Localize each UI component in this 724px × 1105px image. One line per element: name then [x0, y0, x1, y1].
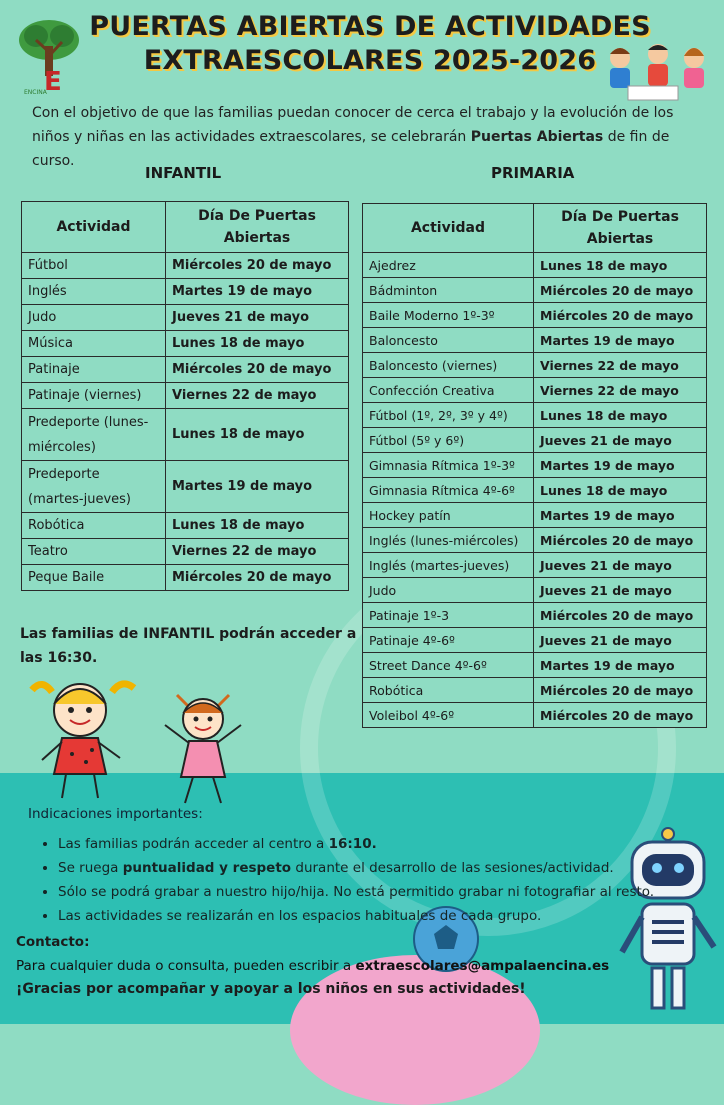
- day-cell: Lunes 18 de mayo: [166, 409, 349, 461]
- infantil-title: INFANTIL: [145, 164, 222, 182]
- activity-cell: Confección Creativa: [363, 378, 534, 403]
- table-row: [22, 565, 349, 591]
- activity-cell: Judo: [22, 305, 166, 331]
- day-cell: Lunes 18 de mayo: [166, 331, 349, 357]
- table-row: [363, 628, 707, 653]
- kids-reading-icon: [598, 40, 716, 108]
- header-day: Día De Puertas Abiertas: [166, 202, 349, 253]
- header-activity: Actividad: [22, 202, 166, 253]
- decorative-pink-blob: [290, 955, 540, 1105]
- day-cell: Miércoles 20 de mayo: [534, 303, 707, 328]
- table-row: [363, 428, 707, 453]
- table-row: [363, 478, 707, 503]
- day-cell: Lunes 18 de mayo: [534, 478, 707, 503]
- header-activity: Actividad: [363, 204, 534, 253]
- table-row: [363, 653, 707, 678]
- activity-cell: Gimnasia Rítmica 4º-6º: [363, 478, 534, 503]
- table-row: [363, 703, 707, 728]
- day-cell: Lunes 18 de mayo: [166, 513, 349, 539]
- day-cell: Miércoles 20 de mayo: [166, 565, 349, 591]
- day-cell: Jueves 21 de mayo: [534, 428, 707, 453]
- infantil-access-note: Las familias de INFANTIL podrán acceder a las 16:30.: [20, 626, 357, 666]
- list-item: • Se ruega puntualidad y respeto durante el desarrollo de las sesiones/actividad.: [58, 856, 698, 880]
- table-row: [22, 305, 349, 331]
- tree-logo-icon: [14, 18, 84, 96]
- thanks-message: ¡Gracias por acompañar y apoyar a los niños en sus actividades!: [16, 981, 526, 997]
- title-line-1: PUERTAS ABIERTAS DE ACTIVIDADES: [89, 11, 651, 42]
- svg-text:E: E: [44, 67, 62, 96]
- table-row: [363, 253, 707, 278]
- day-cell: Lunes 18 de mayo: [534, 253, 707, 278]
- table-header-row: [363, 204, 707, 253]
- activity-cell: Bádminton: [363, 278, 534, 303]
- contact-title: Contacto:: [16, 934, 90, 950]
- activity-cell: Voleibol 4º-6º: [363, 703, 534, 728]
- table-row: [363, 553, 707, 578]
- day-cell: Miércoles 20 de mayo: [166, 253, 349, 279]
- list-item: • Sólo se podrá grabar a nuestro hijo/hija. No está permitido grabar ni fotografiar al resto.: [58, 880, 698, 904]
- activity-cell: Inglés: [22, 279, 166, 305]
- activity-cell: Baloncesto: [363, 328, 534, 353]
- activity-cell: Robótica: [22, 513, 166, 539]
- table-row: [363, 353, 707, 378]
- table-row: [22, 357, 349, 383]
- primaria-title: PRIMARIA: [491, 164, 575, 182]
- day-cell: Miércoles 20 de mayo: [166, 357, 349, 383]
- activity-cell: Teatro: [22, 539, 166, 565]
- table-row: [22, 383, 349, 409]
- activity-cell: Patinaje: [22, 357, 166, 383]
- day-cell: Miércoles 20 de mayo: [534, 528, 707, 553]
- list-item: • Las familias podrán acceder al centro a 16:10.: [58, 832, 698, 856]
- day-cell: Martes 19 de mayo: [534, 503, 707, 528]
- day-cell: Viernes 22 de mayo: [534, 353, 707, 378]
- activity-cell: Judo: [363, 578, 534, 603]
- activity-cell: Predeporte (martes-jueves): [22, 461, 166, 513]
- table-row: [22, 461, 349, 513]
- intro-paragraph: Con el objetivo de que las familias puedan conocer de cerca el trabajo y la evolución de los niños y niñas en las actividades extraescolares, se celebrarán Puertas Abiertas de fin de curso.: [32, 105, 674, 169]
- activity-cell: Patinaje 1º-3: [363, 603, 534, 628]
- table-row: [22, 331, 349, 357]
- activity-cell: Fútbol (1º, 2º, 3º y 4º): [363, 403, 534, 428]
- table-row: [363, 378, 707, 403]
- table-row: [363, 303, 707, 328]
- contact-email-link[interactable]: extraescolares@ampalaencina.es: [355, 958, 610, 974]
- day-cell: Miércoles 20 de mayo: [534, 278, 707, 303]
- primaria-table: [362, 203, 707, 728]
- table-header-row: [22, 202, 349, 253]
- table-row: [22, 279, 349, 305]
- day-cell: Viernes 22 de mayo: [534, 378, 707, 403]
- table-row: [363, 278, 707, 303]
- table-row: [22, 409, 349, 461]
- girl-pink-dress-icon: [155, 685, 250, 810]
- activity-cell: Gimnasia Rítmica 1º-3º: [363, 453, 534, 478]
- list-item: • Las actividades se realizarán en los espacios habituales de cada grupo.: [58, 904, 698, 928]
- table-row: [363, 578, 707, 603]
- day-cell: Martes 19 de mayo: [166, 461, 349, 513]
- day-cell: Miércoles 20 de mayo: [534, 703, 707, 728]
- activity-cell: Ajedrez: [363, 253, 534, 278]
- notes-list: [38, 832, 698, 928]
- activity-cell: Hockey patín: [363, 503, 534, 528]
- table-row: [22, 539, 349, 565]
- table-row: [363, 453, 707, 478]
- activity-cell: Fútbol (5º y 6º): [363, 428, 534, 453]
- table-row: [363, 503, 707, 528]
- notes-title: Indicaciones importantes:: [28, 806, 203, 822]
- activity-cell: Fútbol: [22, 253, 166, 279]
- title-line-2: EXTRAESCOLARES 2025-2026: [143, 45, 597, 76]
- table-row: [363, 403, 707, 428]
- day-cell: Jueves 21 de mayo: [534, 553, 707, 578]
- infantil-table: [21, 201, 349, 591]
- activity-cell: Patinaje (viernes): [22, 383, 166, 409]
- activity-cell: Inglés (martes-jueves): [363, 553, 534, 578]
- day-cell: Martes 19 de mayo: [166, 279, 349, 305]
- activity-cell: Baile Moderno 1º-3º: [363, 303, 534, 328]
- day-cell: Viernes 22 de mayo: [166, 539, 349, 565]
- activity-cell: Peque Baile: [22, 565, 166, 591]
- day-cell: Miércoles 20 de mayo: [534, 603, 707, 628]
- activity-cell: Robótica: [363, 678, 534, 703]
- table-row: [363, 328, 707, 353]
- header-day: Día De Puertas Abiertas: [534, 204, 707, 253]
- day-cell: Viernes 22 de mayo: [166, 383, 349, 409]
- table-row: [22, 513, 349, 539]
- day-cell: Martes 19 de mayo: [534, 653, 707, 678]
- table-row: [363, 528, 707, 553]
- day-cell: Martes 19 de mayo: [534, 328, 707, 353]
- activity-cell: Baloncesto (viernes): [363, 353, 534, 378]
- day-cell: Jueves 21 de mayo: [534, 628, 707, 653]
- svg-text:ENCINA: ENCINA: [24, 89, 47, 96]
- activity-cell: Música: [22, 331, 166, 357]
- activity-cell: Patinaje 4º-6º: [363, 628, 534, 653]
- table-row: [363, 678, 707, 703]
- day-cell: Jueves 21 de mayo: [534, 578, 707, 603]
- activity-cell: Street Dance 4º-6º: [363, 653, 534, 678]
- table-row: [22, 253, 349, 279]
- day-cell: Martes 19 de mayo: [534, 453, 707, 478]
- contact-text: Para cualquier duda o consulta, pueden escribir a extraescolares@ampalaencina.es: [16, 958, 610, 974]
- girl-red-dress-icon: [22, 670, 142, 805]
- table-row: [363, 603, 707, 628]
- activity-cell: Inglés (lunes-miércoles): [363, 528, 534, 553]
- day-cell: Miércoles 20 de mayo: [534, 678, 707, 703]
- day-cell: Lunes 18 de mayo: [534, 403, 707, 428]
- day-cell: Jueves 21 de mayo: [166, 305, 349, 331]
- page-title: [80, 10, 660, 78]
- activity-cell: Predeporte (lunes-miércoles): [22, 409, 166, 461]
